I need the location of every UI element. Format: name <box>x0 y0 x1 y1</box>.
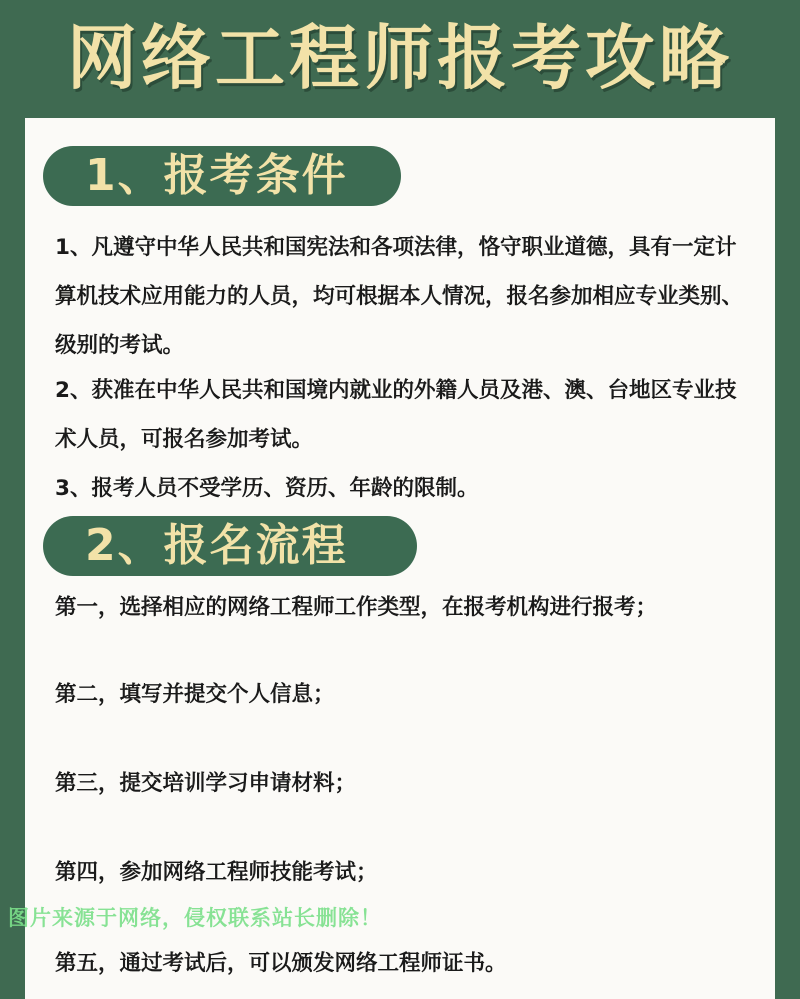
section-heading-conditions: 1、报考条件 <box>43 146 401 206</box>
condition-item: 3、报考人员不受学历、资历、年龄的限制。 <box>55 476 479 501</box>
process-step: 第四，参加网络工程师技能考试； <box>55 860 378 885</box>
condition-item: 1、凡遵守中华人民共和国宪法和各项法律，恪守职业道德，具有一定计算机技术应用能力的人员，均可根据本人情况，报名参加相应专业类别、级别的考试。 <box>55 235 744 358</box>
process-step: 第二，填写并提交个人信息； <box>55 682 335 707</box>
page-title: 网络工程师报考攻略 <box>67 17 733 99</box>
content-card <box>25 118 775 999</box>
process-step: 第五，通过考试后，可以颁发网络工程师证书。 <box>55 951 507 976</box>
process-step: 第一，选择相应的网络工程师工作类型，在报考机构进行报考； <box>55 595 658 620</box>
section-heading-process: 2、报名流程 <box>43 516 417 576</box>
condition-item: 2、获准在中华人民共和国境内就业的外籍人员及港、澳、台地区专业技术人员，可报名参加考试。 <box>55 378 737 452</box>
process-step: 第三，提交培训学习申请材料； <box>55 771 357 796</box>
watermark-text: 图片来源于网络，侵权联系站长删除！ <box>8 906 382 930</box>
